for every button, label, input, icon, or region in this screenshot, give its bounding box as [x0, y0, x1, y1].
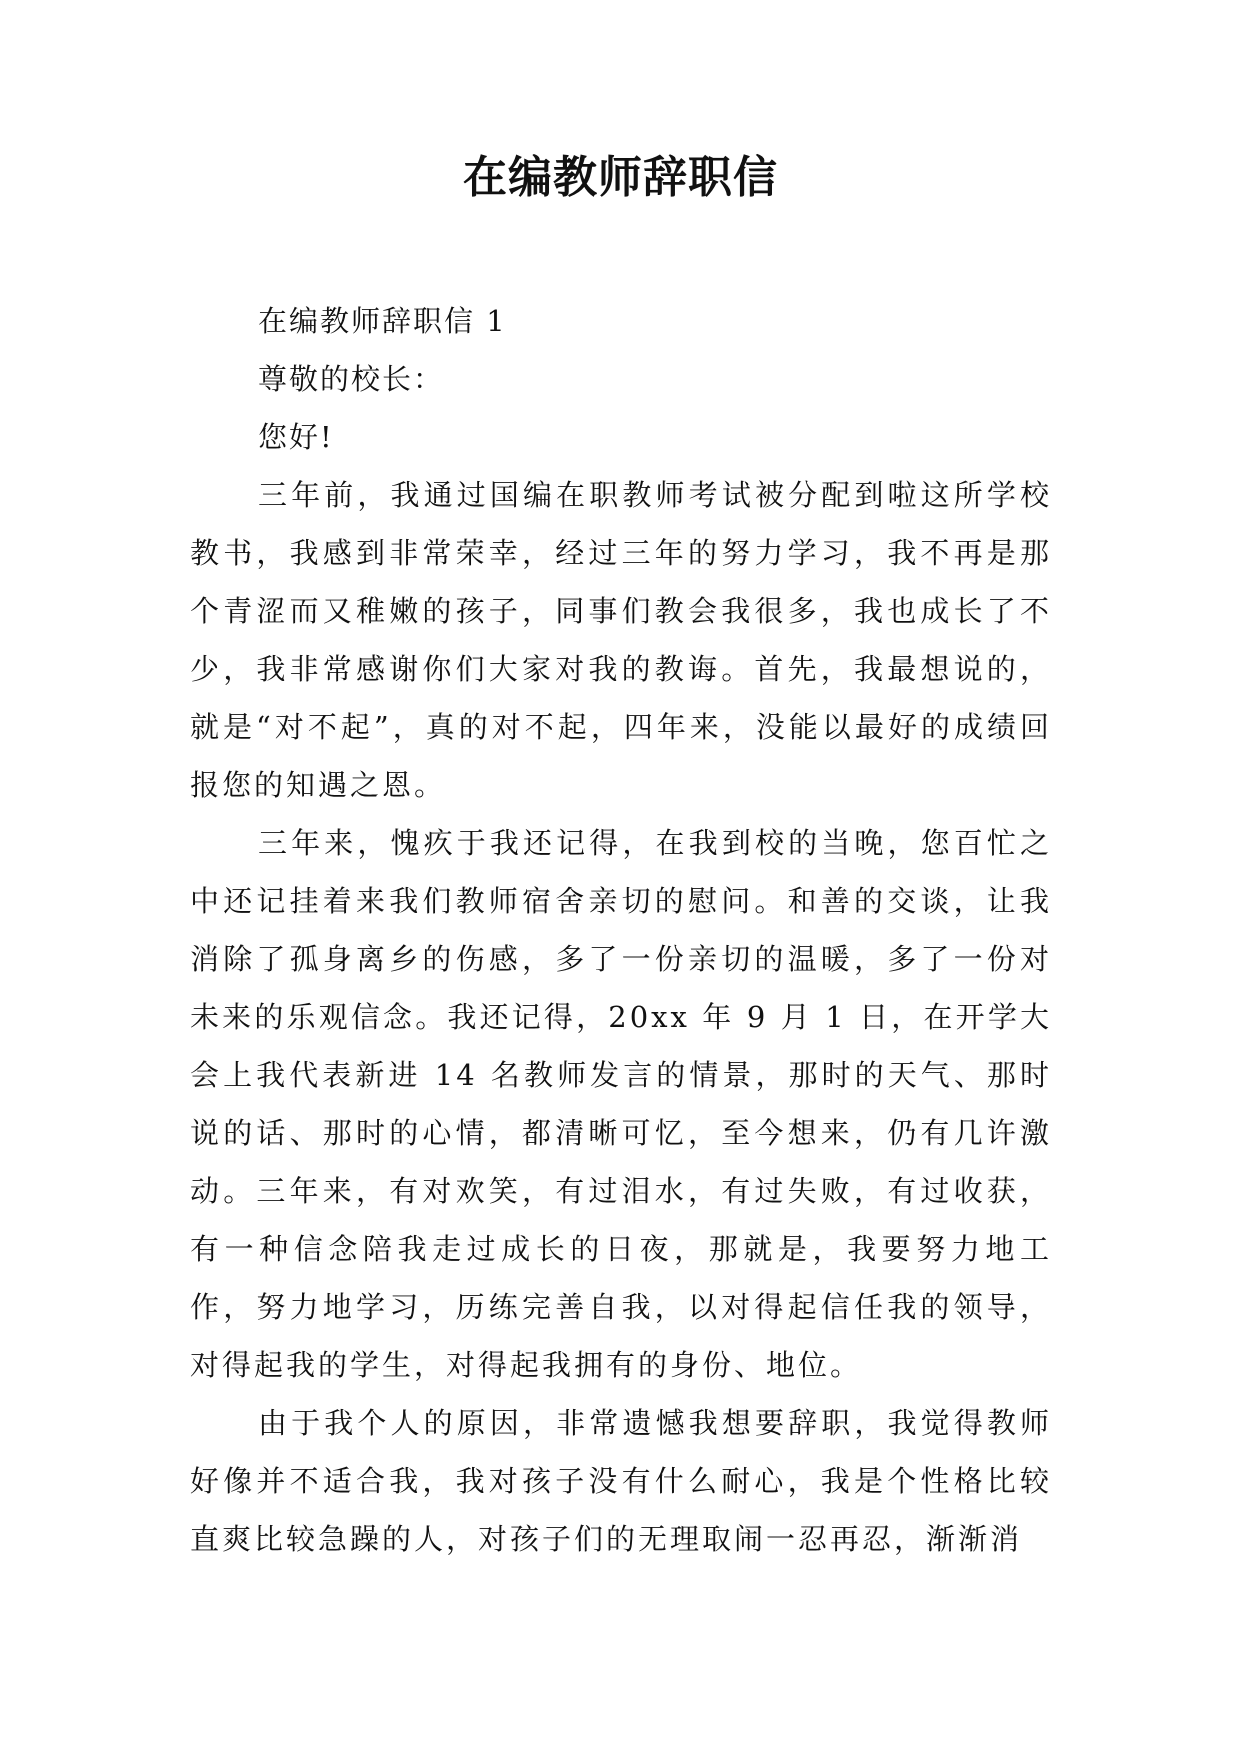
document-title: 在编教师辞职信 — [463, 152, 778, 203]
letter-paragraph: 由于我个人的原因，非常遗憾我想要辞职，我觉得教师好像并不适合我，我对孩子没有什么耐心，我是个性格比较直爽比较急躁的人，对孩子们的无理取闹一忍再忍，渐渐消 — [190, 1406, 1052, 1556]
letter-greeting: 您好! — [258, 420, 334, 454]
document-body — [190, 292, 1052, 1568]
letter-salutation: 尊敬的校长： — [258, 362, 445, 396]
letter-subtitle: 在编教师辞职信 1 — [258, 304, 507, 338]
letter-paragraph: 三年来，愧疚于我还记得，在我到校的当晚，您百忙之中还记挂着来我们教师宿舍亲切的慰问。和善的交谈，让我消除了孤身离乡的伤感，多了一份亲切的温暖，多了一份对未来的乐观信念。我还记得，20xx 年 9 月 1 日，在开学大会上我代表新进 14 名教师发言的情景，那时的天气、那时说的话、那时的心情，都清晰可忆，至今想来，仍有几许激动。三年来，有对欢笑，有过泪水，有过失败，有过收获，有一种信念陪我走过成长的日夜，那就是，我要努力地工作，努力地学习，历练完善自我，以对得起信任我的领导，对得起我的学生，对得起我拥有的身份、地位。 — [190, 826, 1052, 1382]
letter-paragraph: 三年前，我通过国编在职教师考试被分配到啦这所学校教书，我感到非常荣幸，经过三年的努力学习，我不再是那个青涩而又稚嫩的孩子，同事们教会我很多，我也成长了不少，我非常感谢你们大家对我的教诲。首先，我最想说的，就是“对不起”，真的对不起，四年来，没能以最好的成绩回报您的知遇之恩。 — [190, 478, 1052, 802]
